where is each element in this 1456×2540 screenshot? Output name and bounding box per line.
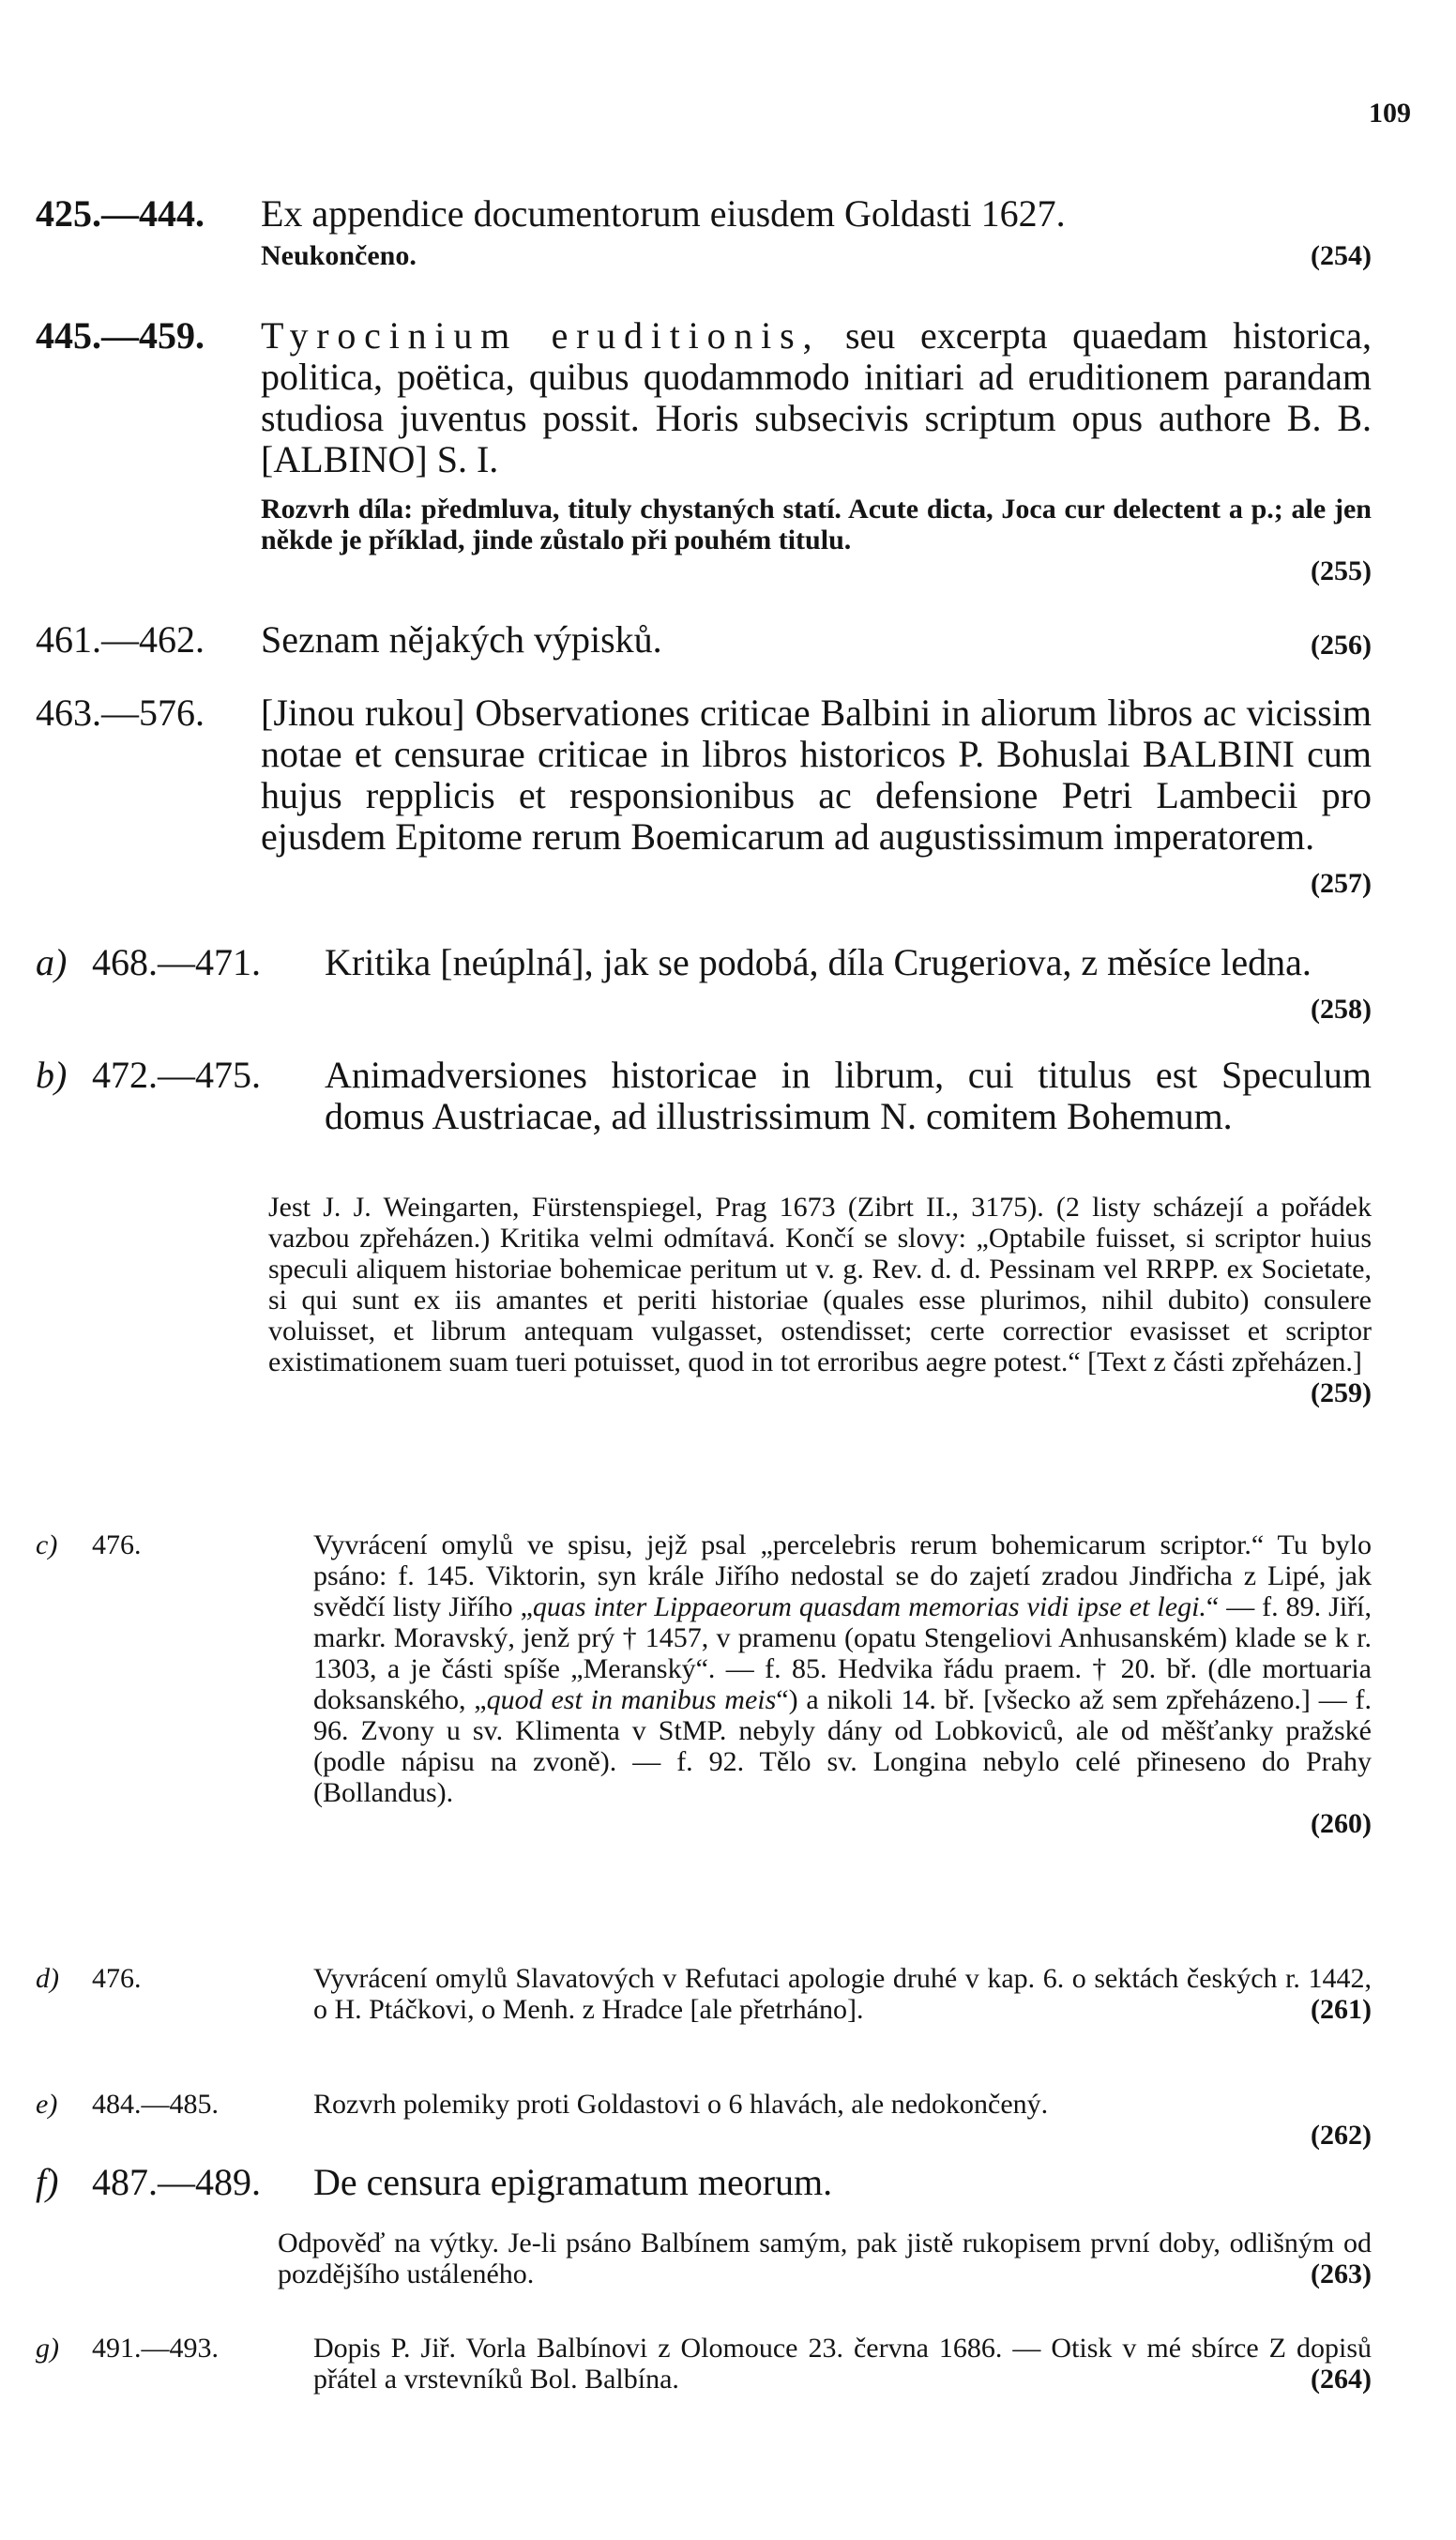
subentry-letter: f) [36, 2161, 59, 2203]
subentry-title: Animadversiones historicae in librum, cui titulus est Speculum domus Austriacae, ad illustrissimum N. comitem Bohemum. [325, 1054, 1372, 1137]
subentry-label [36, 1529, 313, 1840]
entry-254 [36, 193, 1372, 271]
entry-number: (256) [1311, 630, 1372, 661]
entry-number: (257) [1311, 868, 1372, 899]
entry-title-spaced: Tyrocinium eruditionis, [261, 314, 821, 357]
subentry-label [36, 2089, 313, 2152]
subentry-range: 476. [92, 1529, 142, 1560]
subentry-number: (264) [1311, 2364, 1372, 2395]
subentry-text-cont: “ — f. 89. Jiří, markr. Moravský, jenž prý † 1457, v pramenu (opatu Stengeliovi Anhusanském) klade se k r. 1303, a je části spíše „Meranský“. — f. 85. Hedvika řádu praem. † 20. bř. (dle mortuaria doksanského, „ [313, 1591, 1372, 1715]
subentry-number: (261) [1311, 1994, 1372, 2025]
entry-title: Seznam nějakých výpisků. [261, 618, 662, 661]
subentry-letter: d) [36, 1963, 59, 1994]
subentry-259 [36, 1055, 1372, 1137]
subentry-263 [36, 2162, 1372, 2203]
subentry-range: 491.—493. [92, 2333, 219, 2364]
subentry-label [36, 1963, 313, 2025]
subentry-text-italic: quas inter Lippaeorum quasdam memorias vidi ipse et legi. [532, 1591, 1206, 1622]
subentry-text-cont-2: “) a nikoli 14. bř. [všecko až sem zpřeházeno.] — f. 96. Zvony u sv. Klimenta v StMP. nebyly dány od Lobkoviců, ale od měšťanky pražské (podle nápisu na zvoně). — f. 92. Tělo sv. Longina nebylo celé přineseno do Prahy (Bollandus). [313, 1684, 1373, 1808]
subentry-label [36, 942, 325, 1030]
subentry-note: Odpověď na výtky. Je-li psáno Balbínem samým, pak jistě rukopisem první doby, odlišným od pozdějšího ustáleného. [278, 2228, 1372, 2289]
subentry-title: De censura epigramatum meorum. [313, 2161, 833, 2203]
subentry-264 [36, 2333, 1372, 2395]
entry-range: 445.—459. [36, 314, 205, 357]
entry-257 [36, 692, 1372, 905]
subentry-note: Jest J. J. Weingarten, Fürstenspiegel, Prag 1673 (Zibrt II., 3175). (2 listy scházejí a pořádek vazbou zpřeházen.) Kritika velmi odmítavá. Končí se slovy: „Optabile fuisset, si scriptor huius speculi aliquem historiae bohemicae peritum ut v. g. Rev. d. d. Pessinam vel RRPP. ex Societate, si qui sunt ex iis amantes et periti historiae (quales esse plurimos, nihil dubito) consulere voluisset, et librum antequam vulgasset, ostendisset; certe correctior evasisset et scriptor existimationem suam tueri potuisset, quod in tot erroribus aegre potest.“ [Text z části zpřeházen.] [268, 1192, 1372, 1377]
subentry-text: Vyvrácení omylů Slavatových v Refutaci apologie druhé v kap. 6. o sektách českých r. 1442, o H. Ptáčkovi, o Menh. z Hradce [ale přetrháno]. [313, 1963, 1372, 2025]
subentry-range: 468.—471. [92, 941, 261, 983]
subentry-259-note [268, 1192, 1372, 1408]
subentry-letter: a) [36, 941, 68, 983]
subentry-number: (259) [1311, 1377, 1372, 1408]
subentry-range: 472.—475. [92, 1054, 261, 1096]
subentry-title: Kritika [neúplná], jak se podobá, díla Crugeriova, z měsíce ledna. [325, 941, 1312, 983]
entry-title: Ex appendice documentorum eiusdem Goldasti 1627. [261, 192, 1066, 235]
entry-range: 463.—576. [36, 692, 205, 734]
entry-range: 461.—462. [36, 618, 205, 661]
subentry-letter: e) [36, 2089, 58, 2120]
subentry-text-italic-2: quod est in manibus meis [486, 1684, 777, 1715]
subentry-range: 484.—485. [92, 2089, 219, 2120]
subentry-letter: b) [36, 1054, 68, 1096]
entry-title: seu excerpta quaedam historica, politica, poëtica, quibus quodammodo initiari ad eruditionem parandam studiosa juventus possit. Horis subsecivis scriptum opus authore B. B. [ALBINO] S. I. [261, 314, 1372, 480]
subentry-label [36, 2162, 313, 2203]
entry-number: (255) [1311, 555, 1372, 586]
subentry-261 [36, 1963, 1372, 2025]
entry-note: Neukončeno. [261, 240, 417, 271]
entry-256 [36, 619, 1372, 666]
page-number: 109 [1369, 98, 1411, 129]
subentry-text: Rozvrh polemiky proti Goldastovi o 6 hlavách, ale nedokončený. [313, 2089, 1049, 2120]
subentry-text: Dopis P. Jiř. Vorla Balbínovi z Olomouce 23. června 1686. — Otisk v mé sbírce Z dopisů přátel a vrstevníků Bol. Balbína. [313, 2333, 1372, 2395]
subentry-label [36, 2333, 313, 2395]
entry-255 [36, 315, 1372, 587]
subentry-263-note [278, 2228, 1372, 2289]
subentry-number: (260) [1311, 1808, 1372, 1839]
entry-range: 425.—444. [36, 192, 205, 235]
subentry-range: 487.—489. [92, 2161, 261, 2203]
subentry-text: Vyvrácení omylů ve spisu, jejž psal „percelebris rerum bohemicarum scriptor.“ Tu bylo psáno: f. 145. Viktorin, syn krále Jiřího nedostal se do zajetí zradou Jindřicha z Lipé, jak svědčí listy Jiřího „ [313, 1529, 1372, 1622]
subentry-258 [36, 942, 1372, 1030]
entry-number: (254) [1311, 240, 1372, 271]
subentry-range: 476. [92, 1963, 142, 1994]
entry-note: Rozvrh díla: předmluva, tituly chystaných statí. Acute dicta, Joca cur delectent a p.; ale jen někde je příklad, jinde zůstalo při pouhém titulu. [261, 494, 1372, 555]
subentry-number: (258) [1311, 994, 1372, 1025]
subentry-number: (263) [1311, 2259, 1372, 2289]
subentry-262 [36, 2089, 1372, 2152]
subentry-letter: g) [36, 2333, 59, 2364]
subentry-letter: c) [36, 1529, 58, 1560]
entry-title: [Jinou rukou] Observationes criticae Balbini in aliorum libros ac vicissim notae et censurae criticae in libros historicos P. Bohuslai BALBINI cum hujus repplicis et responsionibus ac defensione Petri Lambecii pro ejusdem Epitome rerum Boemicarum ad augustissimum imperatorem. [261, 692, 1372, 858]
subentry-260 [36, 1529, 1372, 1840]
subentry-label [36, 1055, 325, 1137]
subentry-number: (262) [1311, 2120, 1372, 2151]
